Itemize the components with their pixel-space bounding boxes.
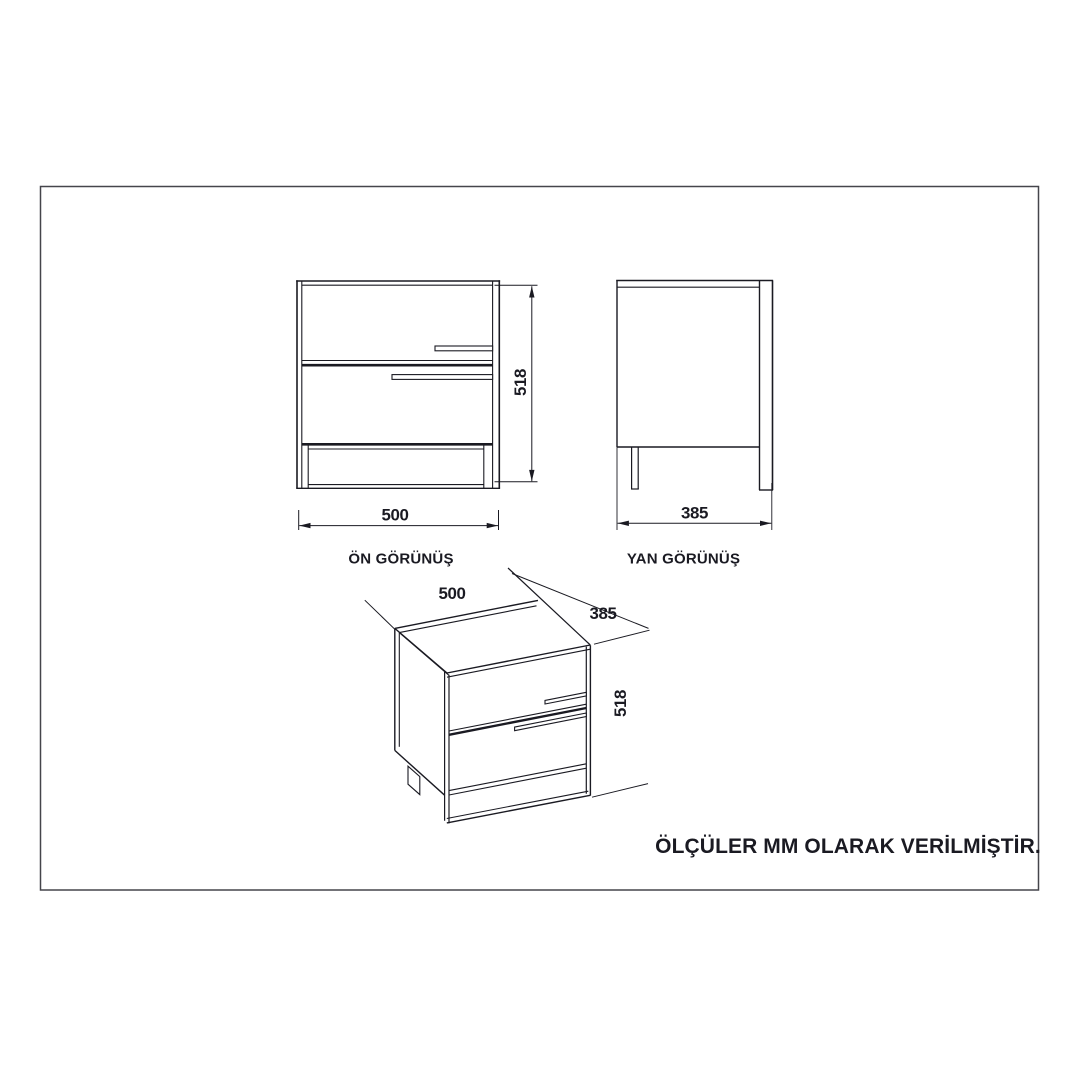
iso-height-ext-top — [594, 630, 650, 644]
front-width-arrow-right — [487, 523, 498, 528]
side-view-label: YAN GÖRÜNÜŞ — [626, 550, 741, 568]
sheet-border — [41, 187, 1039, 891]
iso-plinth-top-edge — [449, 768, 586, 795]
iso-top-left-edge-inner — [399, 633, 449, 676]
isometric-view — [395, 568, 591, 823]
front-height-arrow-top — [529, 286, 534, 297]
iso-bottom-edge-inner — [447, 791, 589, 818]
iso-height-dim-text: 518 — [611, 689, 630, 717]
iso-depth-dim-text: 385 — [589, 604, 617, 623]
side-depth-arrow-right — [760, 521, 771, 526]
side-depth-dim-text: 385 — [681, 503, 708, 523]
iso-top-back-edge-inner — [399, 606, 536, 633]
front-view-label: ÖN GÖRÜNÜŞ — [348, 550, 454, 568]
iso-width-ext-left — [365, 600, 396, 630]
front-height-arrow-bottom — [529, 470, 534, 481]
footnote-text: ÖLÇÜLER MM OLARAK VERİLMİŞTİR. — [655, 835, 1041, 858]
iso-bottom-edge-outer — [447, 795, 591, 823]
front-drawer2-handle — [392, 375, 493, 380]
front-drawer1-handle — [435, 346, 493, 351]
iso-height-ext-bottom — [592, 784, 648, 798]
front-height-dim-text: 518 — [511, 368, 530, 396]
front-view-dimensions — [299, 285, 538, 530]
iso-top-back-edge — [395, 600, 538, 628]
front-view — [296, 280, 500, 488]
iso-width-dim-text: 500 — [438, 584, 466, 603]
front-width-dim-text: 500 — [381, 505, 409, 525]
side-depth-arrow-left — [618, 521, 629, 526]
front-width-arrow-left — [299, 523, 310, 528]
iso-drawer-divider — [449, 708, 586, 735]
iso-carcass-bottom-edge — [449, 764, 586, 791]
side-view — [616, 281, 773, 491]
iso-top-front-edge — [447, 645, 590, 673]
iso-top-front-edge-inner — [447, 649, 590, 677]
iso-top-right-edge-with-extension — [508, 568, 590, 645]
iso-drawer1-handle — [545, 692, 586, 704]
side-view-dimensions — [617, 447, 772, 530]
